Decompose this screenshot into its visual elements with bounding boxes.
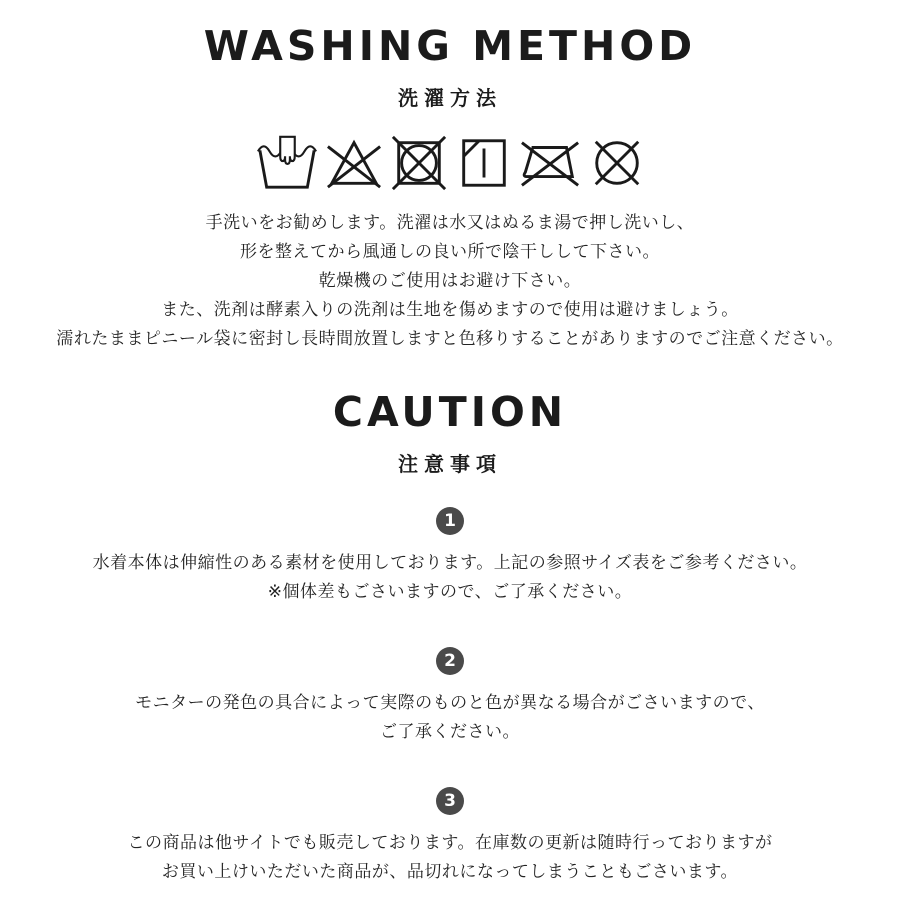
caution-item-line: 水着本体は伸縮性のある素材を使用しております。上記の参照サイズ表をご参考ください。 xyxy=(92,553,808,574)
washing-instructions xyxy=(56,209,843,354)
washing-line: 乾燥機のご使用はお避け下さい。 xyxy=(318,271,582,292)
hand-wash-icon xyxy=(256,134,318,192)
caution-subtitle-ja: 注意事項 xyxy=(398,452,502,477)
caution-item-1 xyxy=(93,549,808,607)
caution-item-3 xyxy=(128,829,773,887)
caution-item-line: ご了承ください。 xyxy=(379,722,520,743)
washing-method-title: WASHING METHOD xyxy=(203,22,697,70)
caution-number-badge-2: 2 xyxy=(436,647,464,675)
caution-item-2 xyxy=(135,689,765,747)
caution-item-line: お買い上けいただいた商品が、品切れになってしまうこともごさいます。 xyxy=(161,862,739,883)
line-dry-in-shade-icon xyxy=(455,134,513,192)
caution-number-badge-3: 3 xyxy=(436,787,464,815)
care-symbols-row xyxy=(256,133,645,193)
washing-line: 形を整えてから風通しの良い所で陰干しして下さい。 xyxy=(239,242,660,263)
washing-line: 手洗いをお勧めします。洗濯は水又はぬるま湯で押し洗いし、 xyxy=(205,213,695,234)
do-not-bleach-icon xyxy=(325,134,383,192)
caution-number-badge-1: 1 xyxy=(436,507,464,535)
caution-title: CAUTION xyxy=(332,388,568,437)
caution-item-line: ※個体差もごさいますので、ご了承ください。 xyxy=(267,582,633,603)
washing-method-subtitle-ja: 洗濯方法 xyxy=(398,86,502,111)
caution-item-line: この商品は他サイトでも販売しております。在庫数の更新は随時行っておりますが xyxy=(127,833,773,854)
washing-line: 濡れたままピニール袋に密封し長時間放置しますと色移りすることがありますのでご注意ください。 xyxy=(56,329,844,350)
caution-item-line: モニターの発色の具合によって実際のものと色が異なる場合がごさいますので、 xyxy=(135,693,765,714)
do-not-iron-icon xyxy=(520,134,582,192)
washing-line: また、洗剤は酵素入りの洗剤は生地を傷めますので使用は避けましょう。 xyxy=(161,300,739,321)
do-not-dry-clean-icon xyxy=(589,134,645,192)
do-not-tumble-dry-icon xyxy=(390,134,448,192)
